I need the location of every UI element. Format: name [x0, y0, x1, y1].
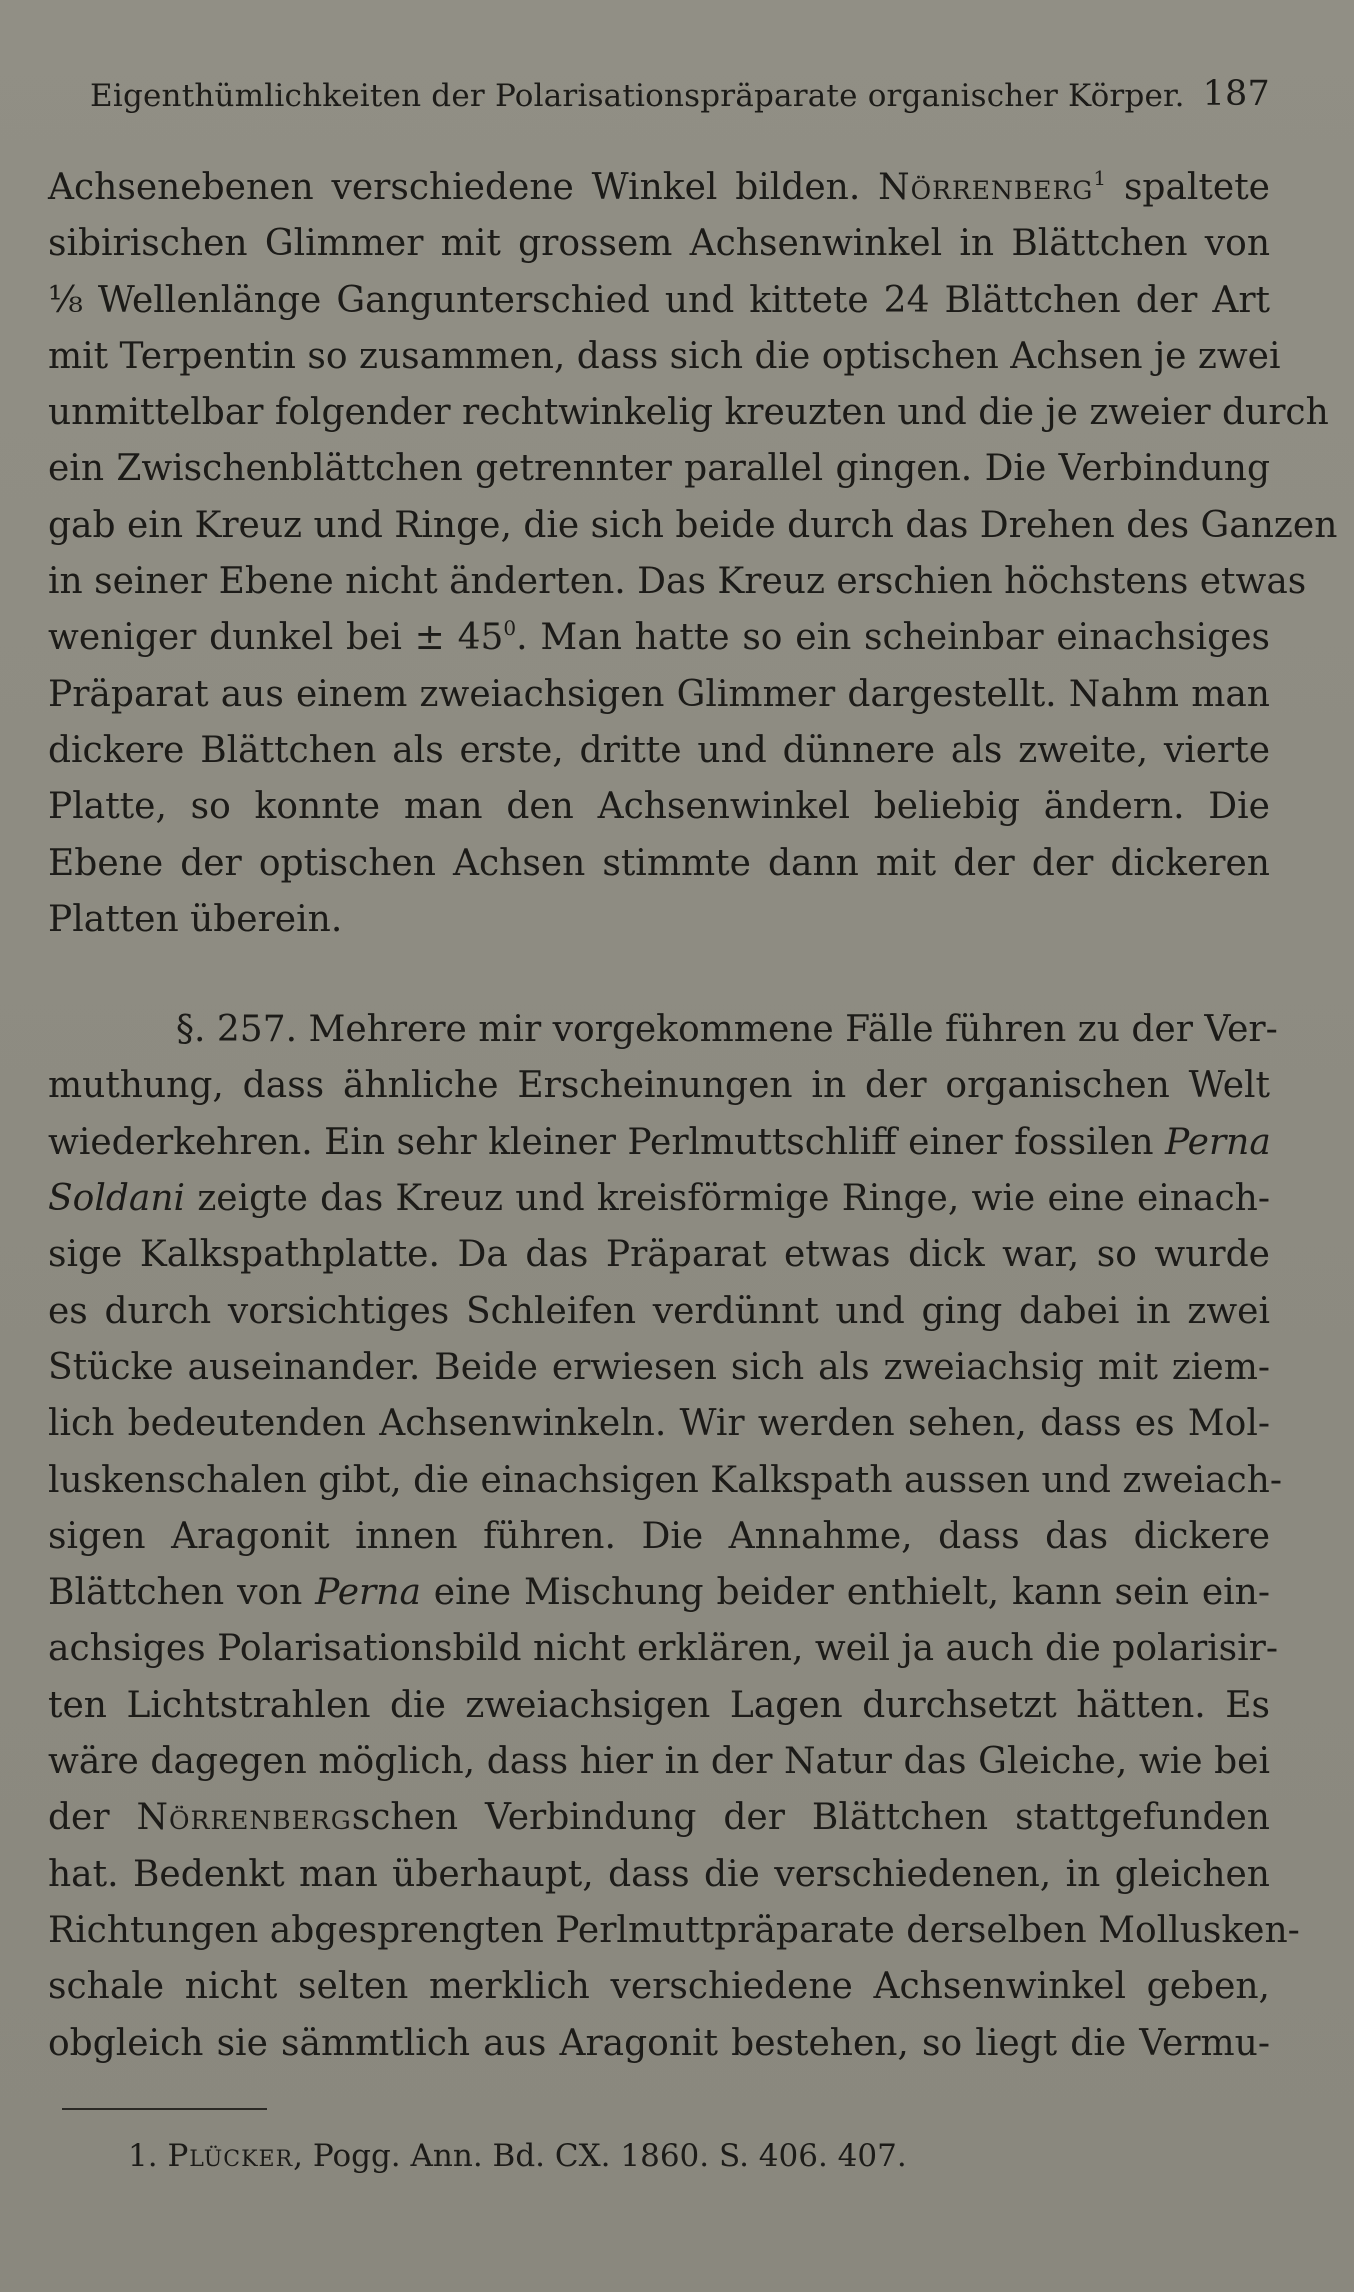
- main-text: [48, 160, 1338, 2072]
- text-line: obgleich sie sämmtlich aus Aragonit bestehen, so liegt die Vermu-: [48, 2022, 1270, 2064]
- text-line: sigen Aragonit innen führen. Die Annahme, dass das dickere: [48, 1515, 1270, 1557]
- page-number: 187: [1202, 74, 1270, 114]
- text-line: Soldani zeigte das Kreuz und kreisförmige Ringe, wie eine einach-: [48, 1178, 1270, 1220]
- text-line: gab ein Kreuz und Ringe, die sich beide durch das Drehen des Ganzen: [48, 504, 1338, 546]
- text-line: luskenschalen gibt, die einachsigen Kalkspath aussen und zweiach-: [48, 1459, 1282, 1501]
- text-line: sige Kalkspathplatte. Da das Präparat etwas dick war, so wurde: [48, 1234, 1270, 1276]
- footnote-rule: [62, 2108, 267, 2110]
- text-line: Platten überein.: [48, 898, 343, 940]
- text-line: wäre dagegen möglich, dass hier in der Natur das Gleiche, wie bei: [48, 1741, 1270, 1783]
- running-header: [90, 74, 1270, 128]
- text-line: Ebene der optischen Achsen stimmte dann mit der der dickeren: [48, 842, 1270, 884]
- species-name: Soldani: [48, 1178, 186, 1220]
- text-line: ten Lichtstrahlen die zweiachsigen Lagen durchsetzt hätten. Es: [48, 1684, 1270, 1726]
- footnote-marker: 1: [1093, 166, 1107, 190]
- text-line: schale nicht selten merklich verschiedene Achsenwinkel geben,: [48, 1966, 1270, 2008]
- text-line: §. 257. Mehrere mir vorgekommene Fälle führen zu der Ver-: [176, 1009, 1278, 1051]
- text-line: hat. Bedenkt man überhaupt, dass die verschiedenen, in gleichen: [48, 1853, 1270, 1895]
- text-line: es durch vorsichtiges Schleifen verdünnt und ging dabei in zwei: [48, 1290, 1270, 1332]
- author-name: Nörrenberg: [136, 1797, 352, 1839]
- header-title: Eigenthümlichkeiten der Polarisationspräparate organischer Körper.: [90, 78, 1185, 114]
- text-line: Blättchen von Perna eine Mischung beider enthielt, kann sein ein-: [48, 1572, 1271, 1614]
- text-line: dickere Blättchen als erste, dritte und dünnere als zweite, vierte: [48, 729, 1270, 771]
- text-line: Präparat aus einem zweiachsigen Glimmer dargestellt. Nahm man: [48, 673, 1270, 715]
- species-name: Perna: [315, 1572, 421, 1614]
- text-line: Stücke auseinander. Beide erwiesen sich als zweiachsig mit ziem-: [48, 1346, 1270, 1388]
- text-line: ⅛ Wellenlänge Gangunterschied und kittete 24 Blättchen der Art: [48, 279, 1270, 321]
- text-line: achsiges Polarisationsbild nicht erklären, weil ja auch die polarisir-: [48, 1628, 1279, 1670]
- text-line: Platte, so konnte man den Achsenwinkel beliebig ändern. Die: [48, 786, 1270, 828]
- text-line: muthung, dass ähnliche Erscheinungen in der organischen Welt: [48, 1065, 1270, 1107]
- text-line: der Nörrenbergschen Verbindung der Blättchen stattgefunden: [48, 1797, 1270, 1839]
- text-line: ein Zwischenblättchen getrennter parallel gingen. Die Verbindung: [48, 448, 1270, 490]
- text-line: wiederkehren. Ein sehr kleiner Perlmuttschliff einer fossilen Perna: [48, 1121, 1271, 1163]
- text-line: lich bedeutenden Achsenwinkeln. Wir werden sehen, dass es Mol-: [48, 1403, 1270, 1445]
- author-name: Nörrenberg: [878, 167, 1094, 208]
- text-line: Achsenebenen verschiedene Winkel bilden. Nörrenberg$^1$ spaltete: [48, 166, 1270, 208]
- footnote-author: Plücker: [167, 2138, 294, 2174]
- text-line: mit Terpentin so zusammen, dass sich die optischen Achsen je zwei: [48, 335, 1281, 377]
- text-line: unmittelbar folgender rechtwinkelig kreuzten und die je zweier durch: [48, 392, 1329, 434]
- text-line: sibirischen Glimmer mit grossem Achsenwinkel in Blättchen von: [48, 223, 1270, 265]
- footnote-text: , Pogg. Ann. Bd. CX. 1860. S. 406. 407.: [293, 2138, 907, 2174]
- text-line: weniger dunkel bei ± $45^0$. Man hatte so ein scheinbar einachsiges: [48, 616, 1270, 659]
- degree-sign: 0: [503, 616, 517, 641]
- text-line: in seiner Ebene nicht änderten. Das Kreuz erschien höchstens etwas: [48, 561, 1307, 603]
- species-name: Perna: [1165, 1121, 1271, 1163]
- footnote-number: 1.: [128, 2138, 158, 2174]
- footnote: [128, 2138, 907, 2174]
- text-line: Richtungen abgesprengten Perlmuttpräparate derselben Mollusken-: [48, 1909, 1300, 1951]
